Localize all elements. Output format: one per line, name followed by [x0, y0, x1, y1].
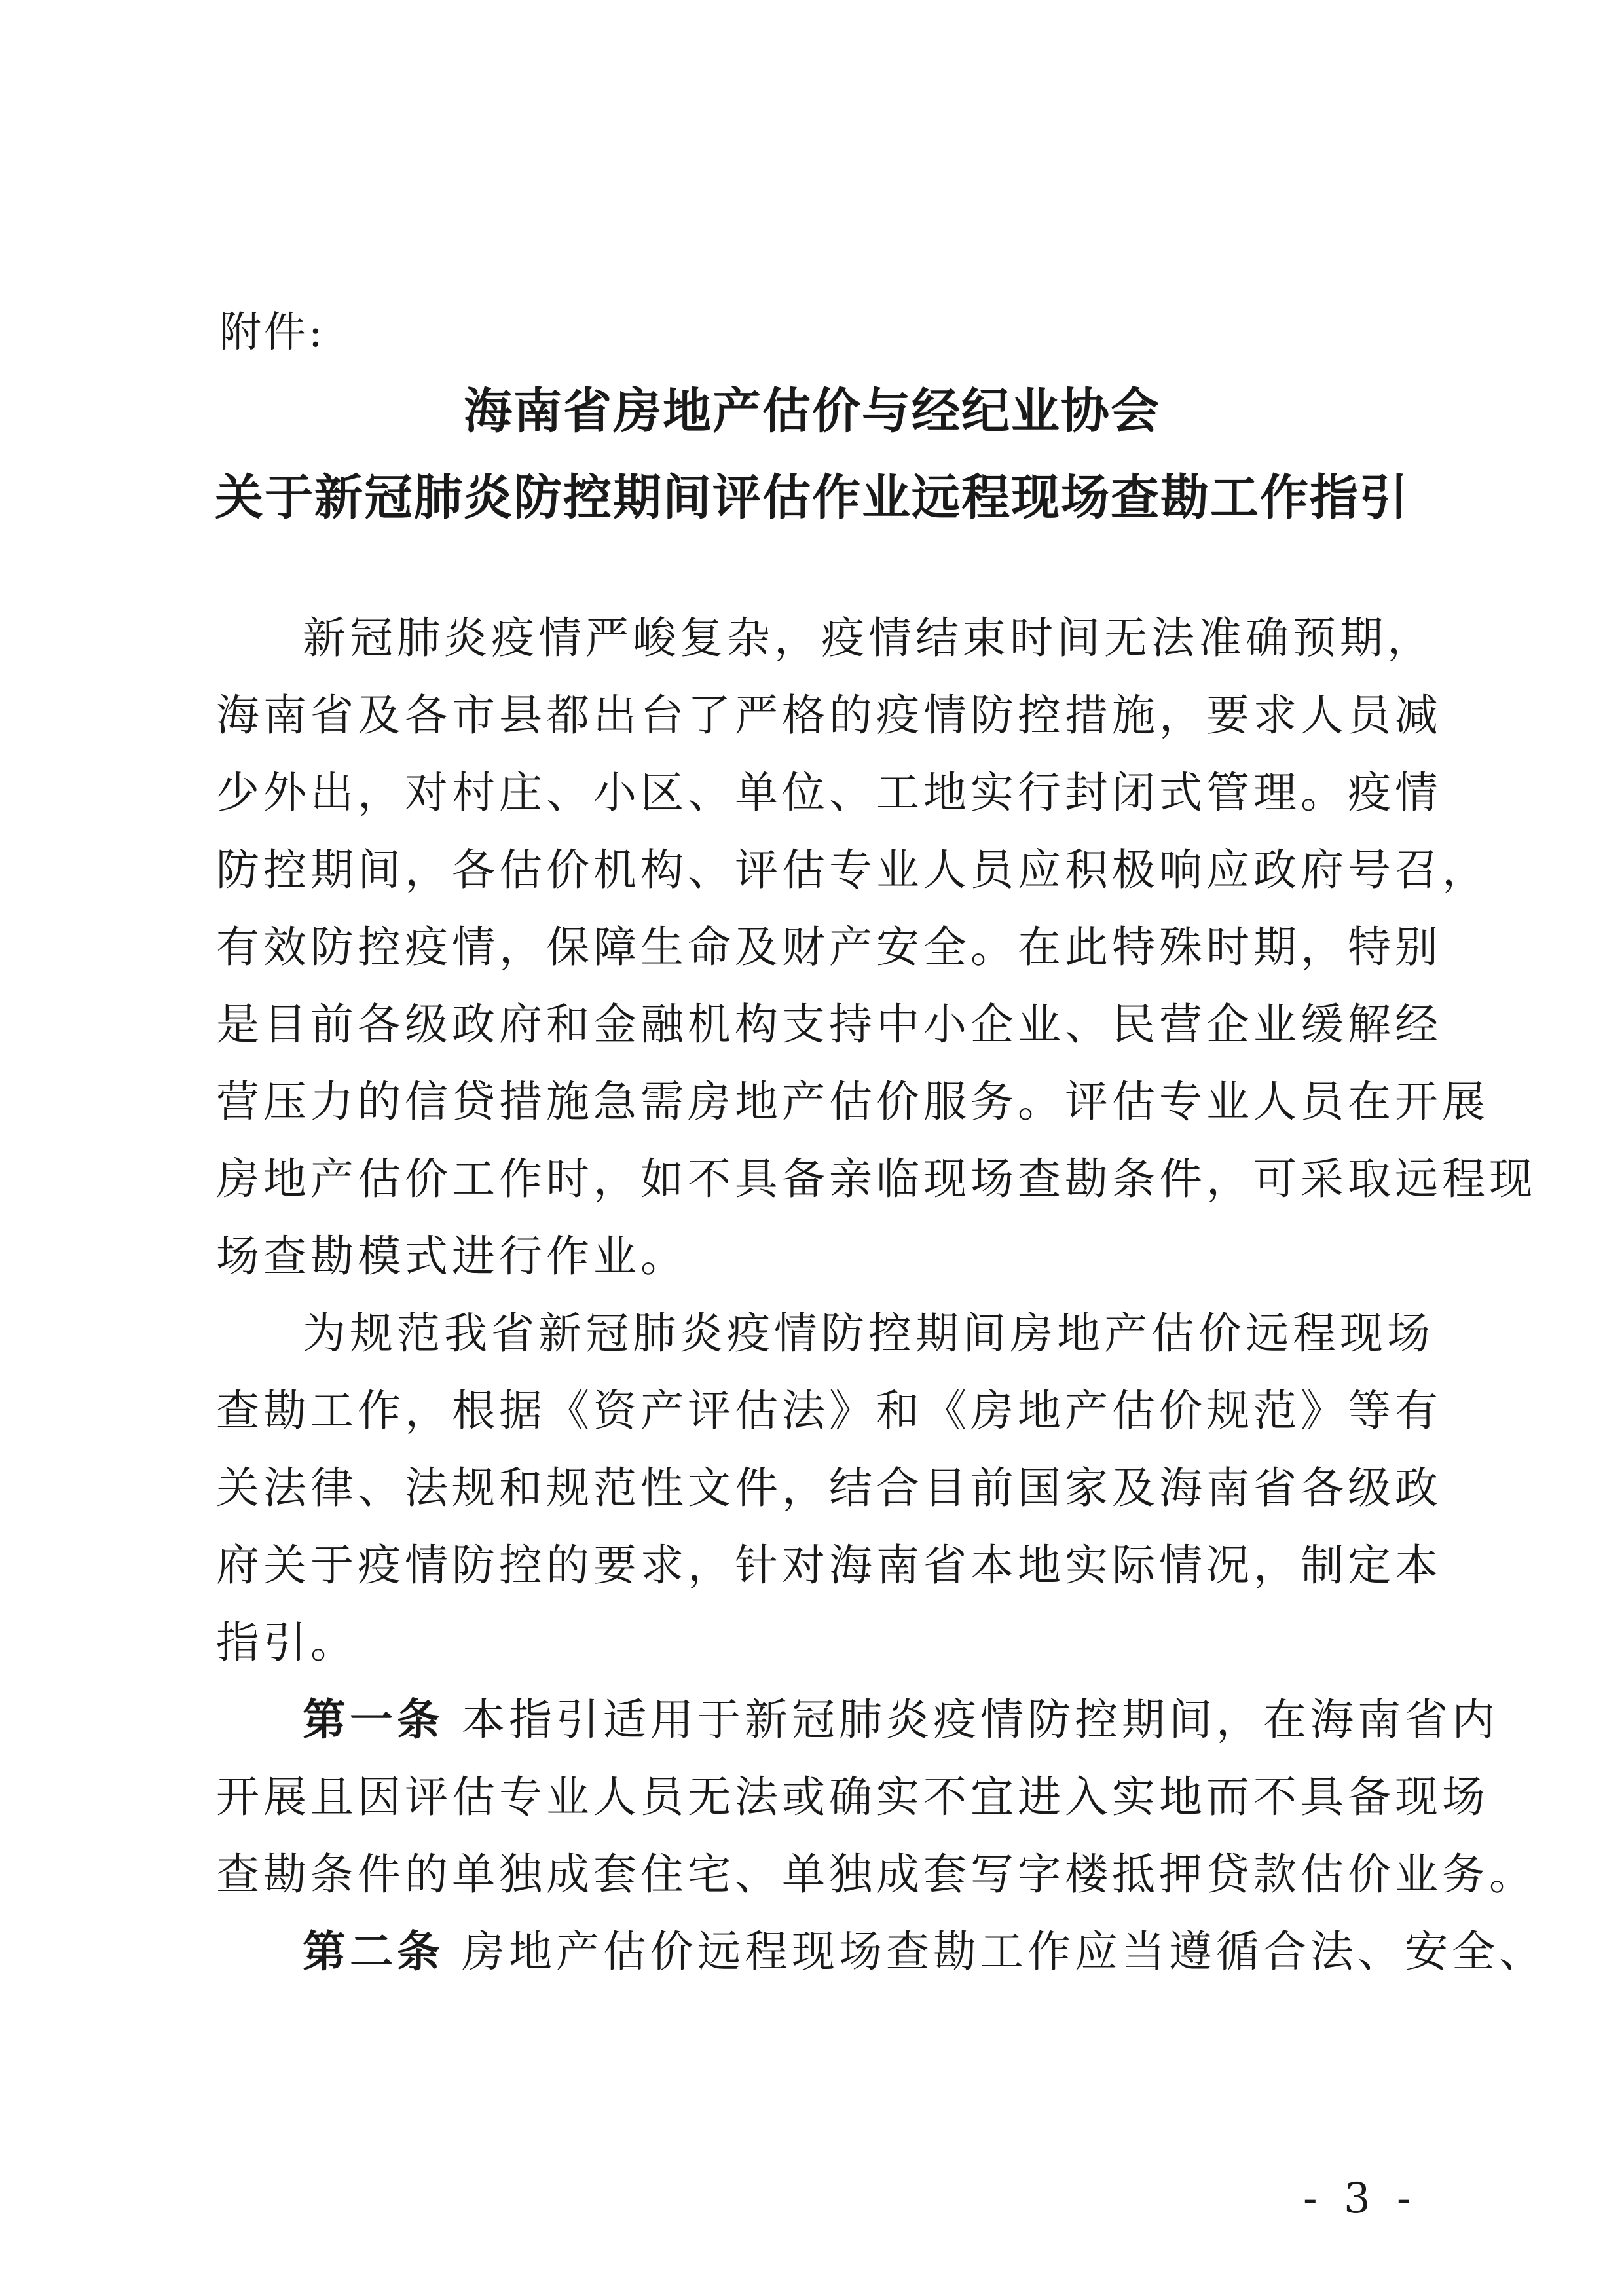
article-1-line-2: 开展且因评估专业人员无法或确实不宜进入实地而不具备现场: [216, 1772, 1489, 1822]
page-number: - 3 -: [1303, 2175, 1418, 2223]
paragraph-2-line-5: 指引。: [216, 1617, 358, 1668]
article-2-text: 房地产估价远程现场查勘工作应当遵循合法、安全、: [444, 1926, 1546, 1977]
article-1-line-3: 查勘条件的单独成套住宅、单独成套写字楼抵押贷款估价业务。: [216, 1849, 1536, 1900]
article-2-heading: 第二条: [303, 1926, 444, 1977]
paragraph-2-line-1: 为规范我省新冠肺炎疫情防控期间房地产估价远程现场: [303, 1308, 1434, 1359]
article-1-text: 本指引适用于新冠肺炎疫情防控期间，在海南省内: [444, 1695, 1499, 1745]
paragraph-2-line-2: 查勘工作，根据《资产评估法》和《房地产估价规范》等有: [216, 1386, 1442, 1436]
paragraph-1-line-2: 海南省及各市县都出台了严格的疫情防控措施，要求人员减: [216, 690, 1442, 741]
document-title-line-2: 关于新冠肺炎防控期间评估作业远程现场查勘工作指引: [215, 469, 1409, 526]
paragraph-1-line-3: 少外出，对村庄、小区、单位、工地实行封闭式管理。疫情: [216, 767, 1442, 818]
document-title-line-1: 海南省房地产估价与经纪业协会: [464, 383, 1160, 439]
paragraph-1-line-6: 是目前各级政府和金融机构支持中小企业、民营企业缓解经: [216, 999, 1442, 1050]
article-1-line-1: [303, 1691, 1499, 1750]
article-2-line-1: [303, 1922, 1546, 1981]
paragraph-1-line-7: 营压力的信贷措施急需房地产估价服务。评估专业人员在开展: [216, 1076, 1489, 1127]
attachment-label: 附件:: [219, 308, 325, 357]
paragraph-1-line-8: 房地产估价工作时，如不具备亲临现场查勘条件，可采取远程现: [216, 1154, 1536, 1204]
paragraph-1-line-4: 防控期间，各估价机构、评估专业人员应积极响应政府号召，: [216, 845, 1489, 895]
paragraph-2-line-4: 府关于疫情防控的要求，针对海南省本地实际情况，制定本: [216, 1540, 1442, 1590]
paragraph-1-line-5: 有效防控疫情，保障生命及财产安全。在此特殊时期，特别: [216, 922, 1442, 972]
paragraph-2-line-3: 关法律、法规和规范性文件，结合目前国家及海南省各级政: [216, 1463, 1442, 1513]
article-1-heading: 第一条: [303, 1695, 444, 1745]
paragraph-1-line-9: 场查勘模式进行作业。: [216, 1231, 688, 1281]
paragraph-1-line-1: 新冠肺炎疫情严峻复杂，疫情结束时间无法准确预期，: [303, 613, 1434, 663]
